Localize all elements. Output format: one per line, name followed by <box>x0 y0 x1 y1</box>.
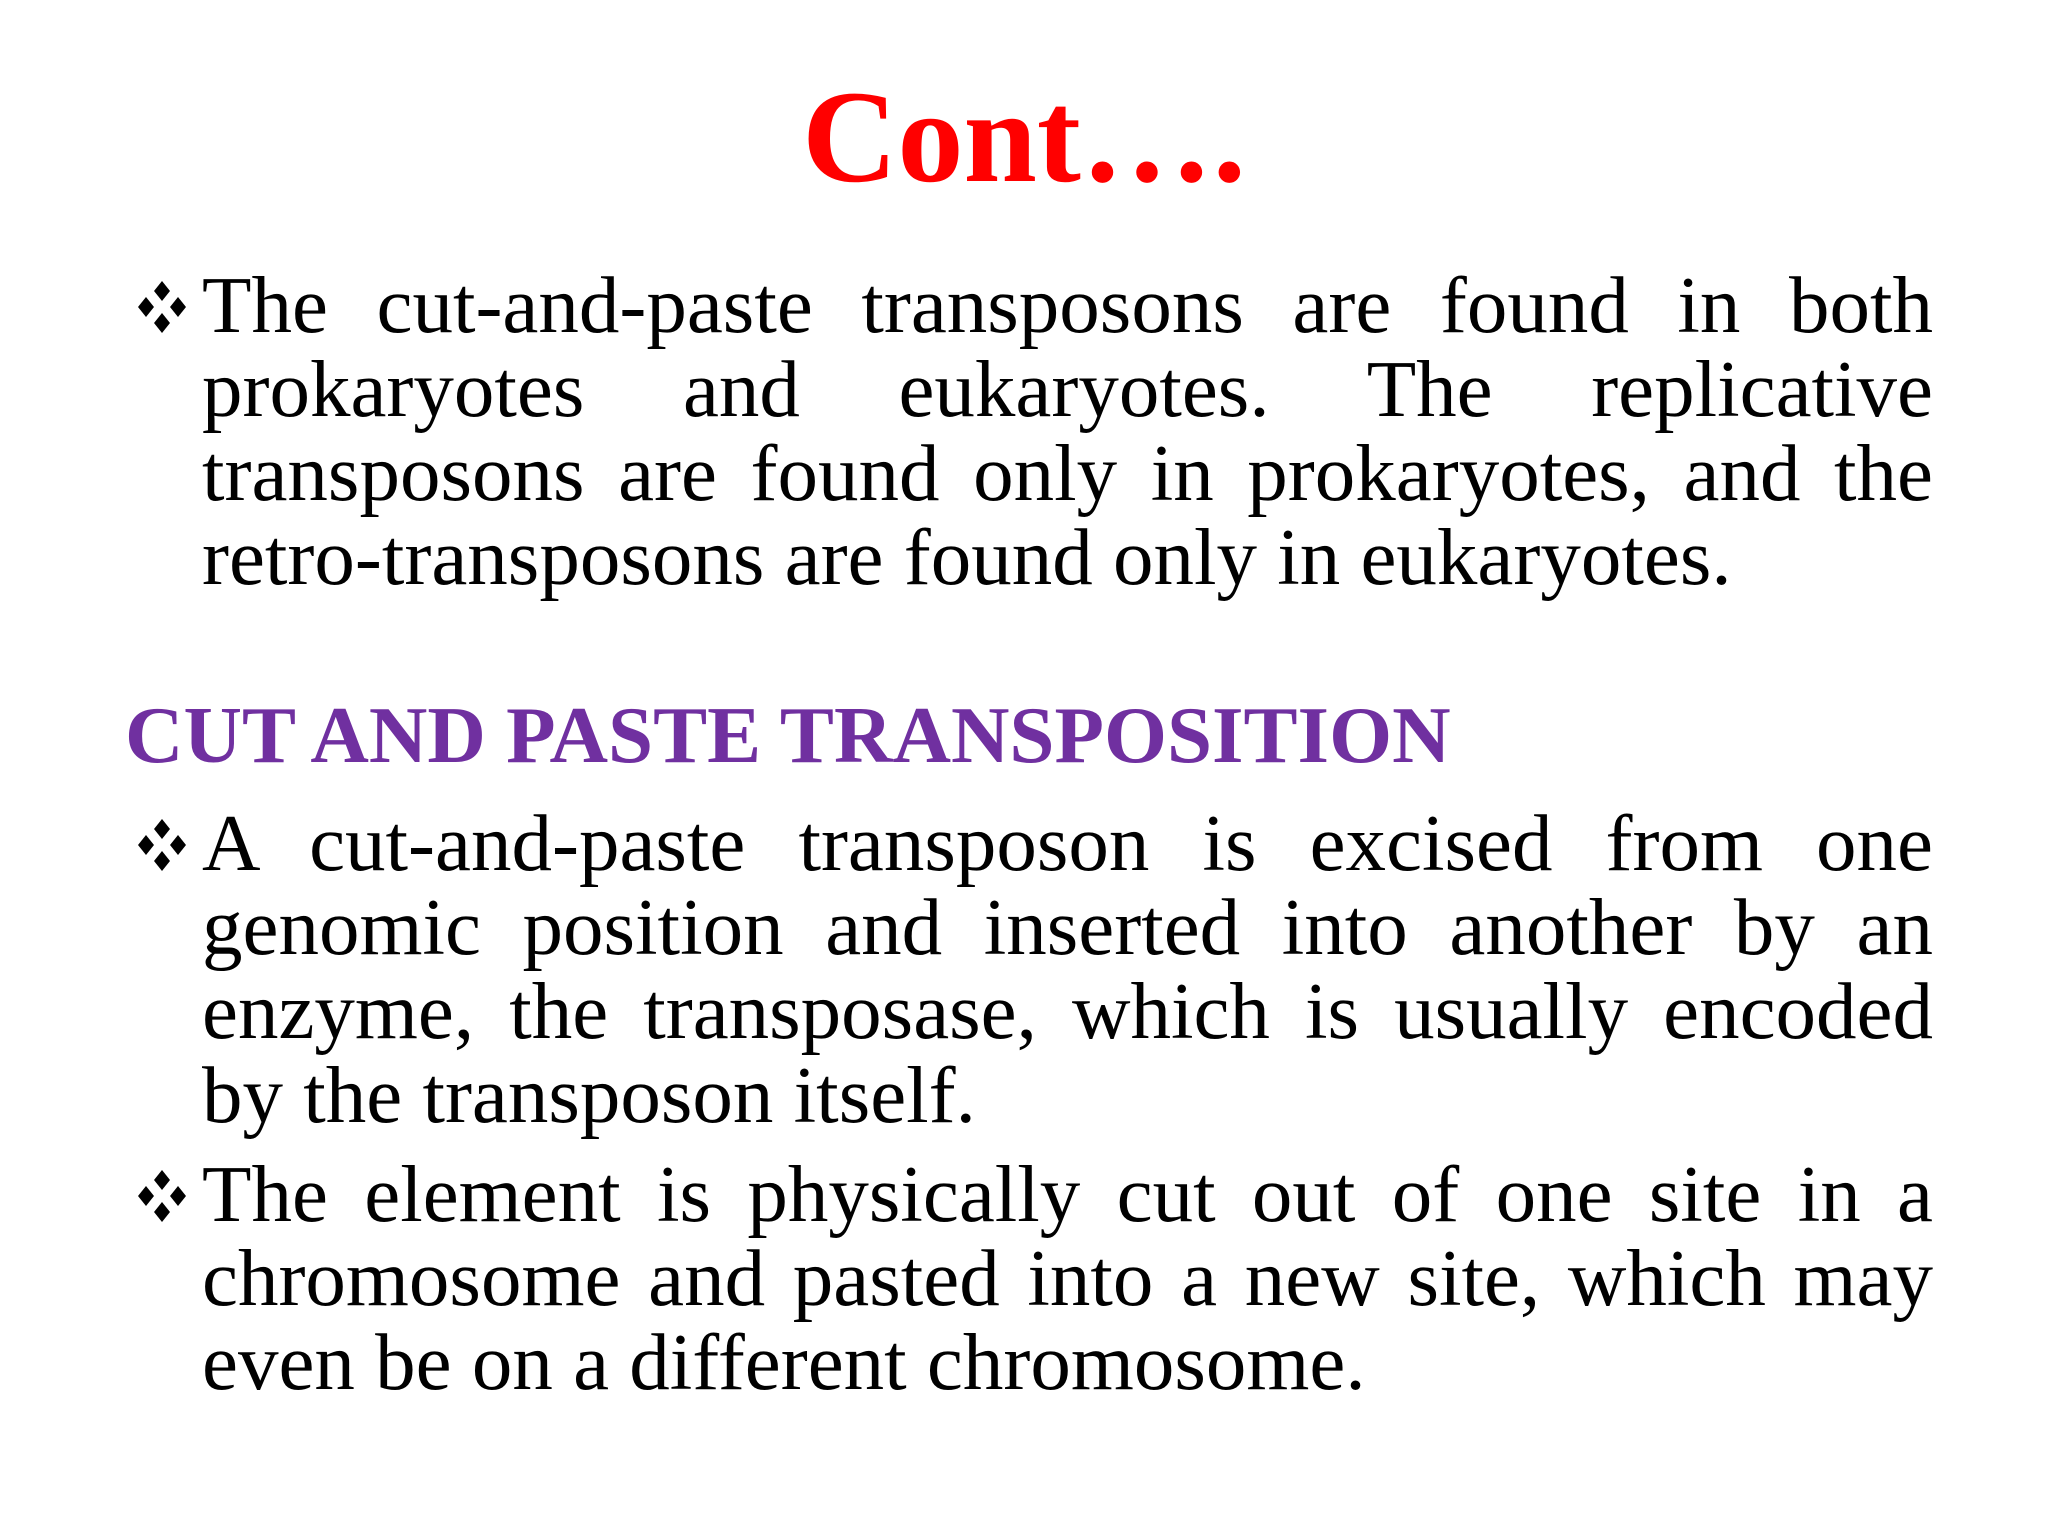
bullet-item <box>125 1149 1933 1407</box>
bullet-text: The element is physically cut out of one site in a chromosome and pasted into a new site, which may even be on a different chromosome. <box>202 1149 1933 1407</box>
slide-title: Cont…. <box>802 63 1246 210</box>
bullet-item <box>125 260 1933 602</box>
bullet-item <box>125 798 1933 1140</box>
bullet-text: The cut-and-paste transposons are found in both prokaryotes and eukaryotes. The replicative transposons are found only in prokaryotes, and the retro-transposons are found only in eukaryotes. <box>202 260 1933 602</box>
bullet-text: A cut-and-paste transposon is excised from one genomic position and inserted into another by an enzyme, the transposase, which is usually encoded by the transposon itself. <box>202 798 1933 1140</box>
four-diamond-bullet-icon <box>125 815 199 875</box>
section-heading: CUT AND PASTE TRANSPOSITION <box>125 690 1451 780</box>
four-diamond-bullet-icon <box>125 1166 199 1226</box>
four-diamond-bullet-icon <box>125 277 199 337</box>
